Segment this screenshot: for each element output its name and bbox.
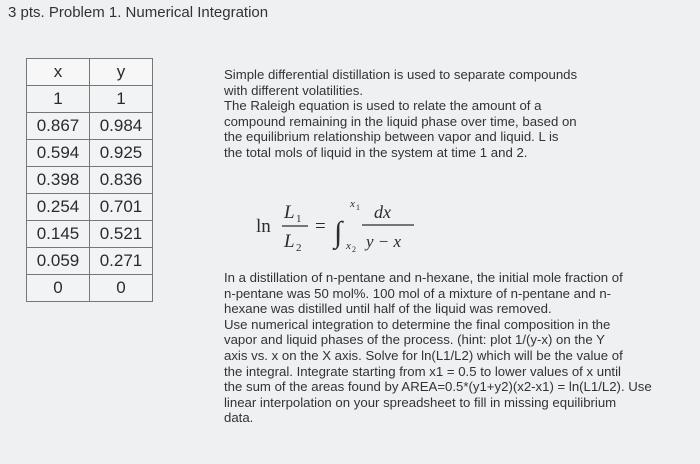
- problem-paragraph: [224, 270, 656, 426]
- cell-y: 0.701: [90, 194, 153, 221]
- rayleigh-equation: [254, 192, 434, 262]
- problem-line: hexane was distilled until half of the liquid was removed.: [224, 301, 552, 317]
- cell-x: 0.059: [27, 248, 90, 275]
- intro-paragraph: [224, 67, 614, 161]
- cell-y: 0.271: [90, 248, 153, 275]
- cell-x: 0.867: [27, 113, 90, 140]
- fraction-numerator: L: [284, 202, 295, 223]
- cell-x: 0.254: [27, 194, 90, 221]
- problem-line: In a distillation of n-pentane and n-hexane, the initial mole fraction of: [224, 270, 623, 285]
- table-header-row: [27, 59, 153, 86]
- cell-y: 0.521: [90, 221, 153, 248]
- intro-line: the total mols of liquid in the system at time 1 and 2.: [224, 144, 528, 160]
- lower-limit: x: [346, 240, 351, 252]
- problem-line: n-pentane was 50 mol%. 100 mol of a mixture of n-pentane and n-: [224, 285, 612, 301]
- column-header-x: x: [27, 59, 90, 86]
- intro-line: Simple differential distillation is used to separate compounds: [224, 67, 578, 82]
- cell-x: 0.145: [27, 221, 90, 248]
- problem-line: vapor and liquid phases of the process. (hint: plot 1/(y-x) on the Y: [224, 332, 605, 348]
- intro-line: the equilibrium relationship between vapor and liquid. L is: [224, 129, 559, 145]
- equilibrium-table: [26, 58, 153, 302]
- table-row: [27, 140, 153, 167]
- table-row: [27, 221, 153, 248]
- ln-symbol: ln: [256, 216, 271, 237]
- cell-x: 0.398: [27, 167, 90, 194]
- denominator-subscript: 2: [296, 242, 302, 254]
- cell-x: 0.594: [27, 140, 90, 167]
- cell-x: 0: [27, 275, 90, 302]
- numerator-subscript: 1: [296, 213, 302, 225]
- table-row: [27, 275, 153, 302]
- problem-line: the integral. Integrate starting from x1 = 0.5 to lower values of x until: [224, 363, 621, 379]
- cell-y: 0.925: [90, 140, 153, 167]
- table-row: [27, 167, 153, 194]
- table-row: [27, 194, 153, 221]
- lower-limit-subscript: 2: [352, 245, 356, 254]
- table-row: [27, 248, 153, 275]
- upper-limit-subscript: 1: [356, 203, 360, 212]
- upper-limit: x: [350, 198, 355, 210]
- cell-y: 1: [90, 86, 153, 113]
- problem-line: Use numerical integration to determine the final composition in the: [224, 316, 611, 332]
- integrand-numerator: dx: [374, 202, 391, 222]
- cell-y: 0: [90, 275, 153, 302]
- problem-line: axis vs. x on the X axis. Solve for ln(L1/L2) which will be the value of: [224, 347, 623, 363]
- integrand-denominator: y − x: [366, 232, 402, 251]
- column-header-y: y: [90, 59, 153, 86]
- cell-y: 0.984: [90, 113, 153, 140]
- intro-line: compound remaining in the liquid phase over time, based on: [224, 113, 577, 129]
- intro-line: The Raleigh equation is used to relate the amount of a: [224, 98, 542, 114]
- problem-line: linear interpolation on your spreadsheet to fill in missing equilibrium: [224, 394, 617, 410]
- integral-sign: ∫: [334, 216, 343, 249]
- table-row: [27, 86, 153, 113]
- problem-title: 3 pts. Problem 1. Numerical Integration: [8, 4, 269, 21]
- cell-x: 1: [27, 86, 90, 113]
- equals-sign: =: [315, 216, 326, 237]
- fraction-denominator: L: [284, 231, 295, 252]
- cell-y: 0.836: [90, 167, 153, 194]
- problem-line: the sum of the areas found by AREA=0.5*(y1+y2)(x2-x1) = ln(L1/L2). Use: [224, 379, 652, 395]
- table-row: [27, 113, 153, 140]
- problem-line: data.: [224, 410, 254, 426]
- intro-line: with different volatilities.: [224, 82, 364, 98]
